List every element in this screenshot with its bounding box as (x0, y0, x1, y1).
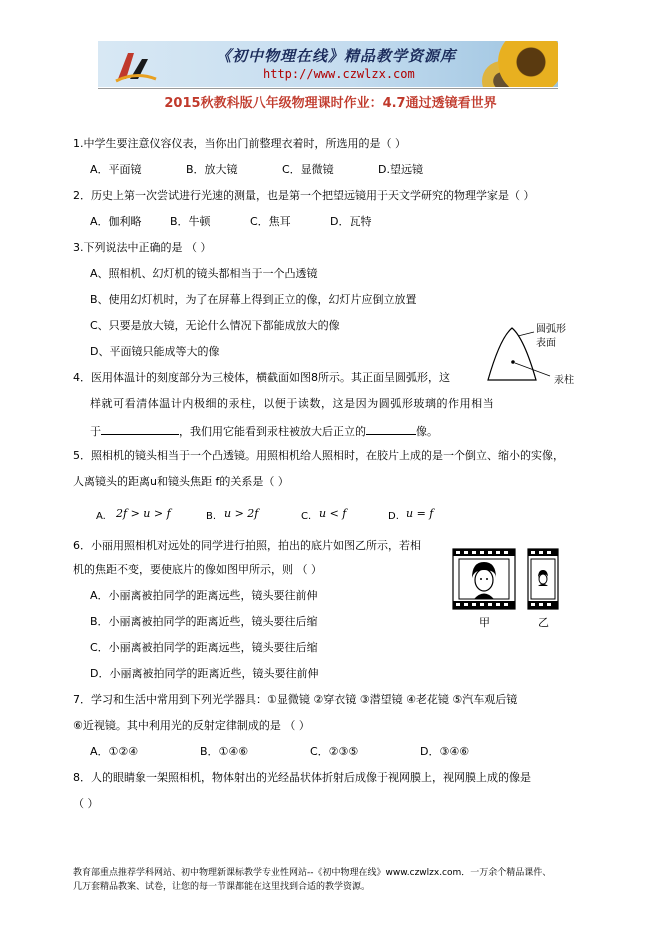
question-6-option-b: B．小丽离被拍同学的距离近些，镜头要往后缩 (90, 615, 318, 628)
figure-label-jia: 甲 (479, 616, 490, 629)
question-6-option-a: A．小丽离被拍同学的距离远些，镜头要往前伸 (90, 589, 318, 602)
footer-line: 几万套精品教案、试卷，让您的每一节课都能在这里找到合适的教学资源。 (73, 882, 371, 892)
question-4-text: 像。 (416, 425, 438, 438)
film-negative-yi-figure (527, 548, 559, 610)
question-1-option-d: D.望远镜 (378, 163, 423, 176)
question-6-option-d: D．小丽离被拍同学的距离近些，镜头要往前伸 (90, 667, 319, 680)
question-5-option-c-formula: u < f (319, 507, 347, 520)
question-1-option-b: B．放大镜 (186, 163, 238, 176)
question-3-stem: 3.下列说法中正确的是 （ ） (73, 241, 212, 254)
question-4-stem: 4．医用体温计的刻度部分为三棱体，横截面如图8所示。其正面呈圆弧形，这 (73, 371, 450, 384)
question-1-option-c: C．显微镜 (282, 163, 334, 176)
question-4-stem: 样就可看清体温计内极细的汞柱，以便于读数，这是因为圆弧形玻璃的作用相当 (90, 397, 495, 410)
question-1-option-a: A．平面镜 (90, 163, 142, 176)
question-1-stem: 1.中学生要注意仪容仪表，当你出门前整理衣着时，所选用的是（ ） (73, 137, 406, 150)
question-5-stem: 人离镜头的距离u和镜头焦距 f的关系是（ ） (73, 475, 289, 488)
question-5-option-d-label: D. (388, 511, 399, 522)
question-7-option-b: B．①④⑥ (200, 745, 249, 758)
question-5-option-b-label: B. (206, 511, 217, 522)
figure-label-arc-surface: 表面 (536, 338, 556, 349)
question-3-option-d: D、平面镜只能成等大的像 (90, 345, 220, 358)
figure-label-yi: 乙 (538, 616, 549, 629)
question-8-stem: （ ） (73, 797, 99, 810)
header-banner (98, 41, 558, 87)
footer-line: 教育部重点推荐学科网站、初中物理新课标教学专业性网站--《初中物理在线》www.czwlzx.com．一万余个精品课件、 (73, 868, 552, 878)
sunflower-image (498, 41, 558, 87)
question-3-option-a: A、照相机、幻灯机的镜头都相当于一个凸透镜 (90, 267, 318, 280)
question-5-option-a-formula: 2f > u > f (116, 507, 171, 520)
question-5-option-a-label: A. (96, 511, 106, 522)
question-2-option-c: C．焦耳 (250, 215, 291, 228)
question-5-option-b-formula: u > 2f (224, 507, 259, 520)
figure-label-arc-surface: 圆弧形 (536, 324, 566, 335)
question-7-option-c: C．②③⑤ (310, 745, 359, 758)
question-2-option-a: A．伽利略 (90, 215, 142, 228)
question-6-option-c: C．小丽离被拍同学的距离远些，镜头要往后缩 (90, 641, 318, 654)
header-divider (98, 88, 558, 89)
figure-label-mercury-column: 汞柱 (554, 375, 574, 386)
question-7-option-d: D．③④⑥ (420, 745, 470, 758)
question-7-option-a: A．①②④ (90, 745, 139, 758)
question-4-text: ，我们用它能看到汞柱被放大后正立的 (179, 425, 366, 438)
question-4-text: 于 (90, 425, 101, 438)
question-7-stem: 7．学习和生活中常用到下列光学器具：①显微镜 ②穿衣镜 ③潜望镜 ④老花镜 ⑤汽车观后镜 (73, 693, 518, 706)
question-5-option-c-label: C. (301, 511, 312, 522)
question-4-stem (90, 423, 438, 439)
question-6-stem: 机的焦距不变，要使底片的像如图甲所示，则 （ ） (73, 563, 322, 576)
answer-blank[interactable] (366, 423, 416, 435)
question-3-option-c: C、只要是放大镜，无论什么情况下都能成放大的像 (90, 319, 340, 332)
question-8-stem: 8．人的眼睛象一架照相机，物体射出的光经晶状体折射后成像于视网膜上，视网膜上成的像是 (73, 771, 531, 784)
question-2-stem: 2．历史上第一次尝试进行光速的测量，也是第一个把望远镜用于天文学研究的物理学家是（ ） (73, 189, 535, 202)
question-3-option-b: B、使用幻灯机时，为了在屏幕上得到正立的像，幻灯片应倒立放置 (90, 293, 417, 306)
page-footer (73, 866, 551, 894)
question-2-option-d: D．瓦特 (330, 215, 372, 228)
question-6-stem: 6．小丽用照相机对远处的同学进行拍照，拍出的底片如图乙所示，若相 (73, 539, 421, 552)
question-5-stem: 5．照相机的镜头相当于一个凸透镜。用照相机给人照相时，在胶片上成的是一个倒立、缩小的实像， (73, 449, 564, 462)
page-title: 2015秋教科版八年级物理课时作业：4.7通过透镜看世界 (164, 96, 497, 111)
answer-blank[interactable] (101, 423, 179, 435)
question-5-option-d-formula: u = f (406, 507, 434, 520)
banner-title: 《初中物理在线》精品教学资源库 (216, 47, 457, 65)
film-negative-jia-figure (452, 548, 516, 610)
question-2-option-b: B．牛顿 (170, 215, 211, 228)
site-logo-icon (112, 45, 160, 85)
question-7-stem: ⑥近视镜。其中利用光的反射定律制成的是 （ ） (73, 719, 310, 732)
banner-url[interactable]: http://www.czwlzx.com (263, 67, 415, 81)
